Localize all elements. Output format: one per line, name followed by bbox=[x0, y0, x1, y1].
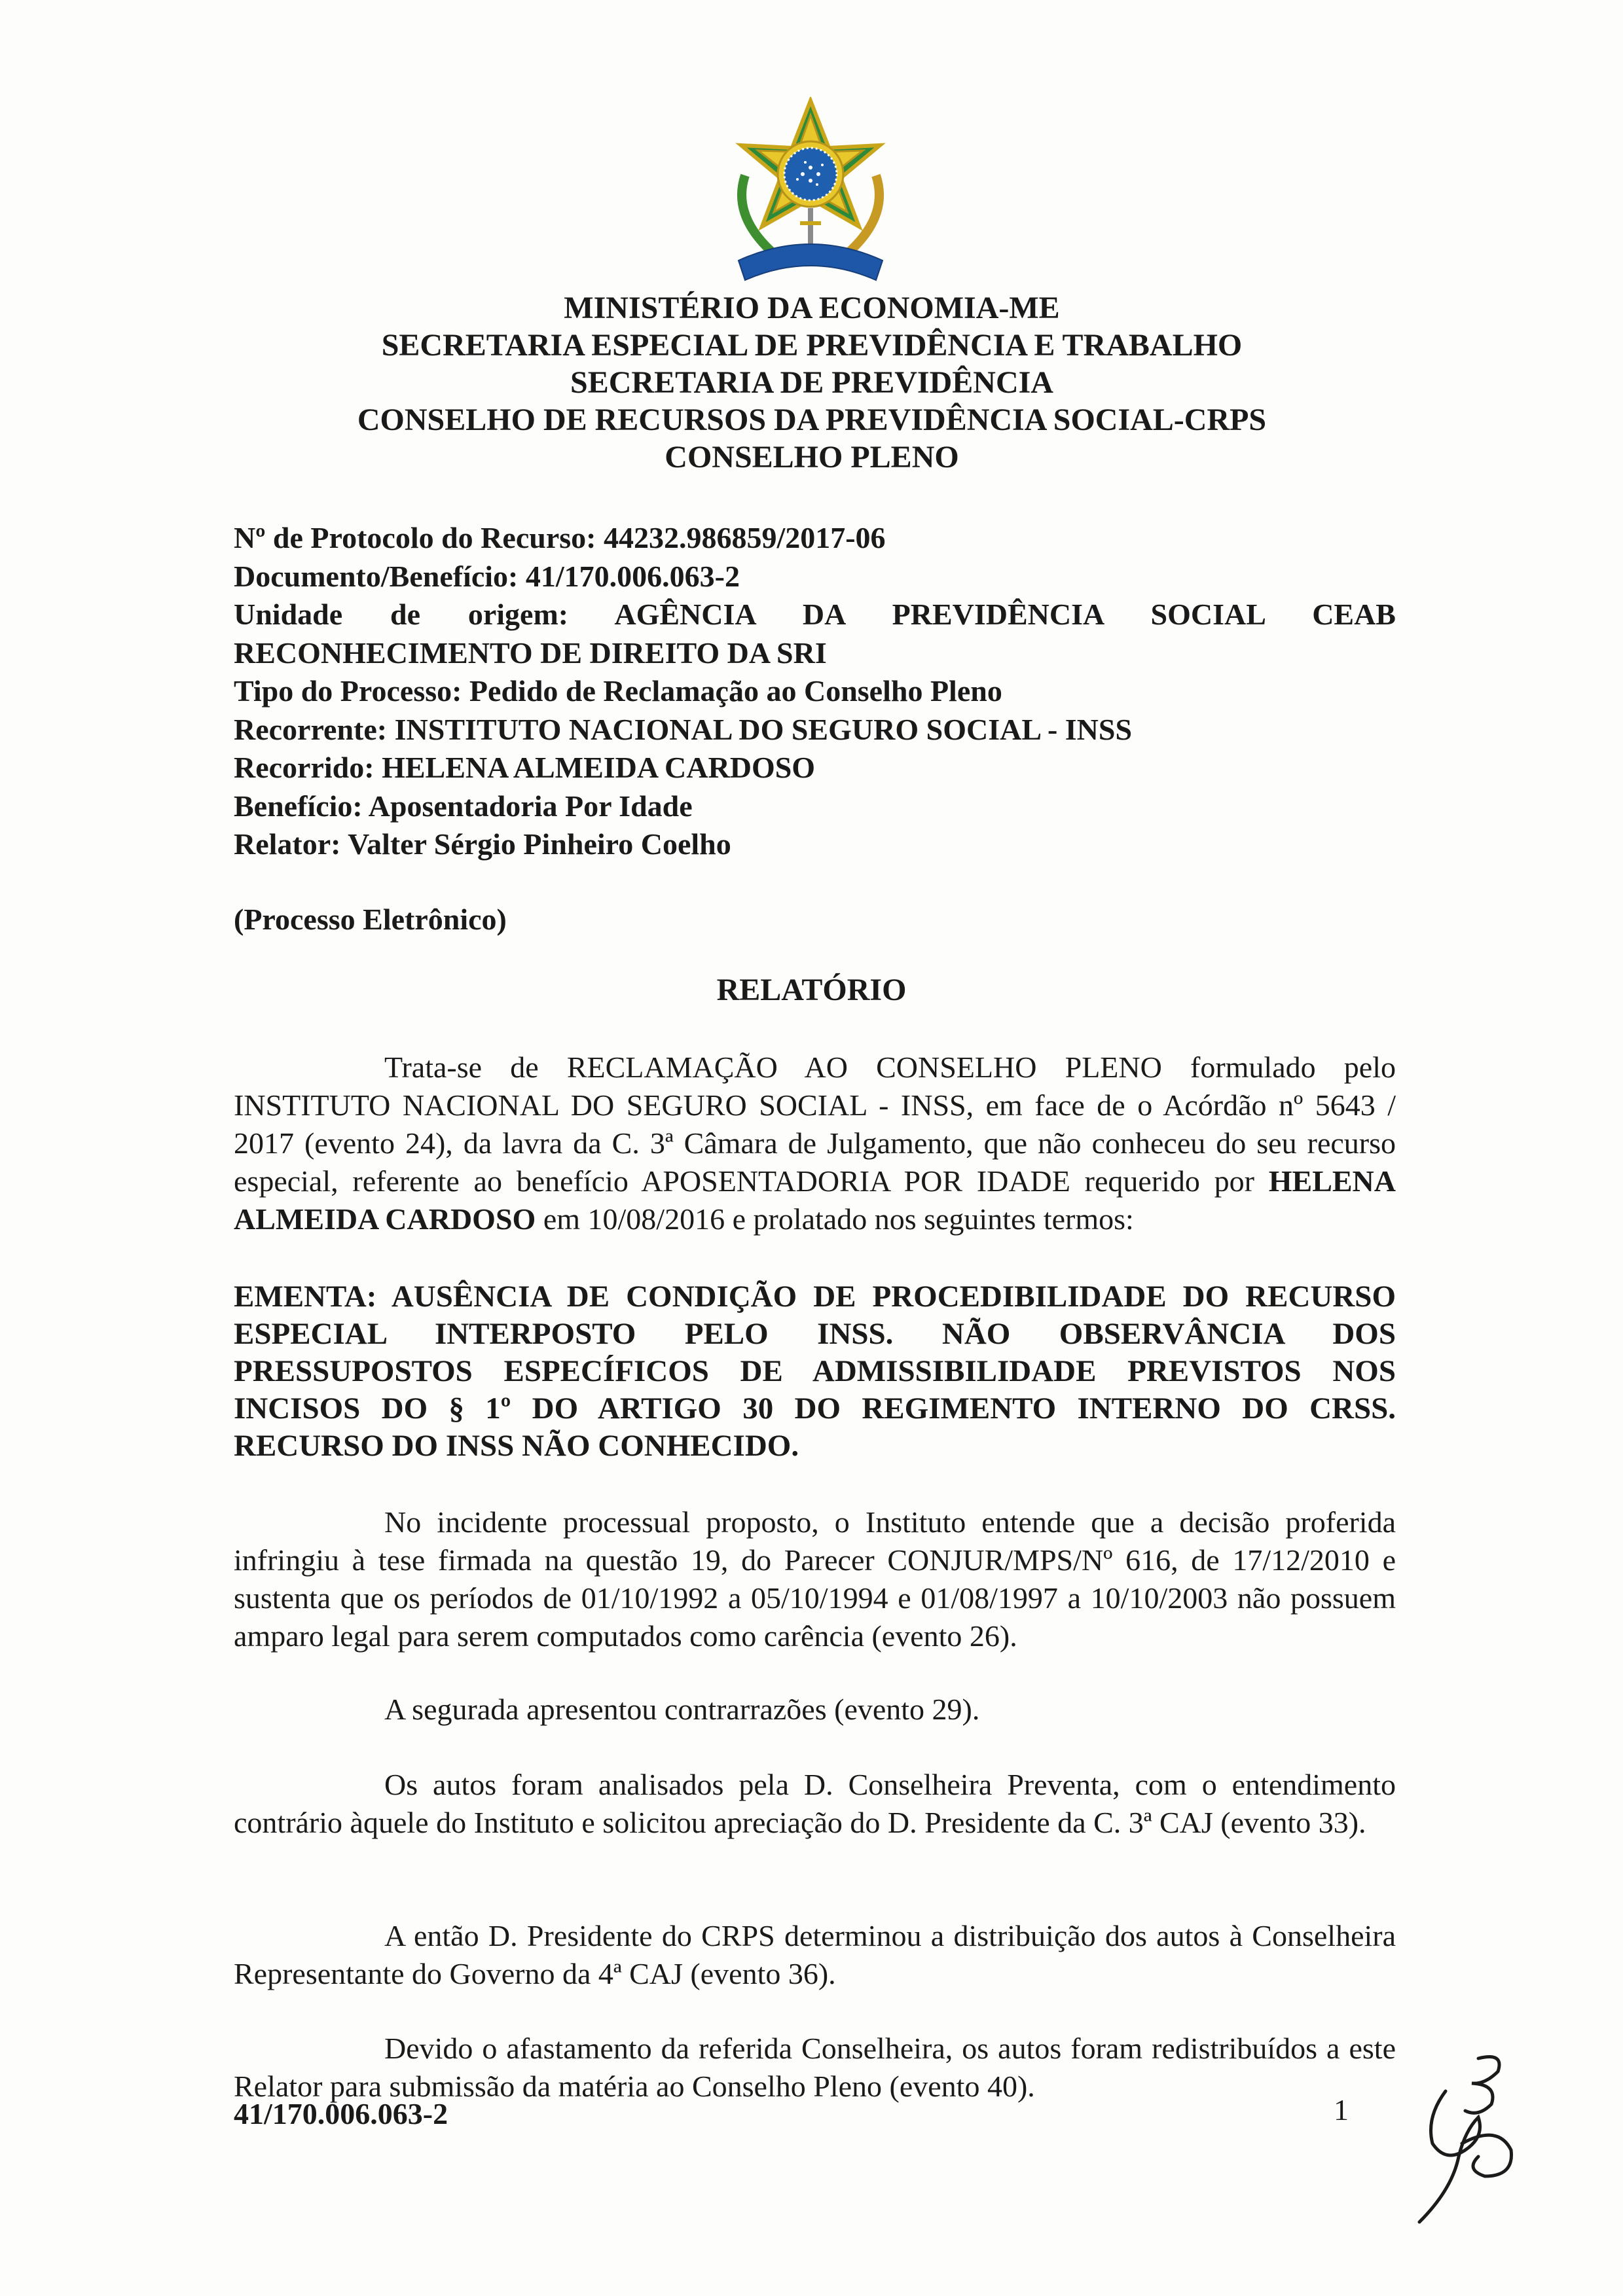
ementa: EMENTA: AUSÊNCIA DE CONDIÇÃO DE PROCEDIBILIDADE DO RECURSO ESPECIAL INTERPOSTO PELO INSS. NÃO OBSERVÂNCIA DOS PRESSUPOSTOS ESPECÍFICOS DE ADMISSIBILIDADE PREVISTOS NOS INCISOS DO § 1º DO ARTIGO 30 DO REGIMENTO INTERNO DO CRSS. RECURSO DO INSS NÃO CONHECIDO. bbox=[234, 1280, 1396, 1463]
header-ministry: MINISTÉRIO DA ECONOMIA-ME bbox=[564, 291, 1060, 325]
unidade-line: Unidade de origem: AGÊNCIA DA PREVIDÊNCIA SOCIAL CEAB bbox=[234, 598, 1396, 631]
header-secretaria: SECRETARIA DE PREVIDÊNCIA bbox=[570, 365, 1053, 400]
paragraph-5 bbox=[234, 1917, 1396, 1993]
recorrido-name: HELENA ALMEIDA CARDOSO bbox=[234, 1164, 1396, 1236]
processo-eletronico-label: (Processo Eletrônico) bbox=[234, 903, 507, 936]
paragraph-5-text: A então D. Presidente do CRPS determinou a distribuição dos autos à Conselheira Representante do Governo da 4ª CAJ (evento 36). bbox=[234, 1919, 1396, 1990]
header-secretaria-especial: SECRETARIA ESPECIAL DE PREVIDÊNCIA E TRABALHO bbox=[381, 328, 1243, 363]
footer-reference: 41/170.006.063-2 bbox=[234, 2097, 448, 2130]
paragraph-2 bbox=[234, 1503, 1396, 1655]
documento-line: Documento/Benefício: 41/170.006.063-2 bbox=[234, 559, 740, 593]
brazil-coat-of-arms-icon bbox=[719, 97, 902, 288]
relator-line: Relator: Valter Sérgio Pinheiro Coelho bbox=[234, 827, 731, 861]
paragraph-1 bbox=[234, 1049, 1396, 1238]
unidade-line-continued: RECONHECIMENTO DE DIREITO DA SRI bbox=[234, 636, 827, 670]
paragraph-6 bbox=[234, 2030, 1396, 2106]
section-title: RELATÓRIO bbox=[716, 973, 907, 1007]
protocolo-line: Nº de Protocolo do Recurso: 44232.986859/2017-06 bbox=[234, 521, 886, 554]
header-conselho-pleno: CONSELHO PLENO bbox=[665, 440, 959, 475]
recorrido-line: Recorrido: HELENA ALMEIDA CARDOSO bbox=[234, 751, 816, 784]
beneficio-line: Benefício: Aposentadoria Por Idade bbox=[234, 789, 693, 823]
handwritten-signature-icon bbox=[1400, 2045, 1531, 2229]
paragraph-1-tail: em 10/08/2016 e prolatado nos seguintes termos: bbox=[543, 1202, 1134, 1236]
paragraph-6-text: Devido o afastamento da referida Conselheira, os autos foram redistribuídos a este Relator para submissão da matéria ao Conselho Pleno (evento 40). bbox=[234, 2032, 1396, 2103]
paragraph-3 bbox=[234, 1691, 1396, 1729]
paragraph-4-text: Os autos foram analisados pela D. Conselheira Preventa, com o entendimento contrário àquele do Instituto e solicitou apreciação do D. Presidente da C. 3ª CAJ (evento 33). bbox=[234, 1768, 1396, 1839]
paragraph-4 bbox=[234, 1766, 1396, 1842]
process-metadata bbox=[234, 519, 1396, 864]
page-number: 1 bbox=[1334, 2093, 1349, 2126]
header-conselho: CONSELHO DE RECURSOS DA PREVIDÊNCIA SOCIAL-CRPS bbox=[357, 403, 1267, 437]
recorrente-line: Recorrente: INSTITUTO NACIONAL DO SEGURO SOCIAL - INSS bbox=[234, 712, 1133, 746]
paragraph-1-text: Trata-se de RECLAMAÇÃO AO CONSELHO PLENO formulado pelo INSTITUTO NACIONAL DO SEGURO SOCIAL - INSS, em face de o Acórdão nº 5643 / 2017 (evento 24), da lavra da C. 3ª Câmara de Julgamento, que não conheceu do seu recurso especial, referente ao benefício APOSENTADORIA POR IDADE requerido por bbox=[234, 1050, 1396, 1198]
paragraph-3-text: A segurada apresentou contrarrazões (evento 29). bbox=[384, 1693, 980, 1726]
paragraph-2-text: No incidente processual proposto, o Instituto entende que a decisão proferida infringiu à tese firmada na questão 19, do Parecer CONJUR/MPS/Nº 616, de 17/12/2010 e sustenta que os períodos de 01/10/1992 a 05/10/1994 e 01/08/1997 a 10/10/2003 não possuem amparo legal para serem computados como carência (evento 26). bbox=[234, 1505, 1396, 1653]
document-header bbox=[196, 289, 1427, 476]
tipo-processo-line: Tipo do Processo: Pedido de Reclamação ao Conselho Pleno bbox=[234, 674, 1002, 708]
